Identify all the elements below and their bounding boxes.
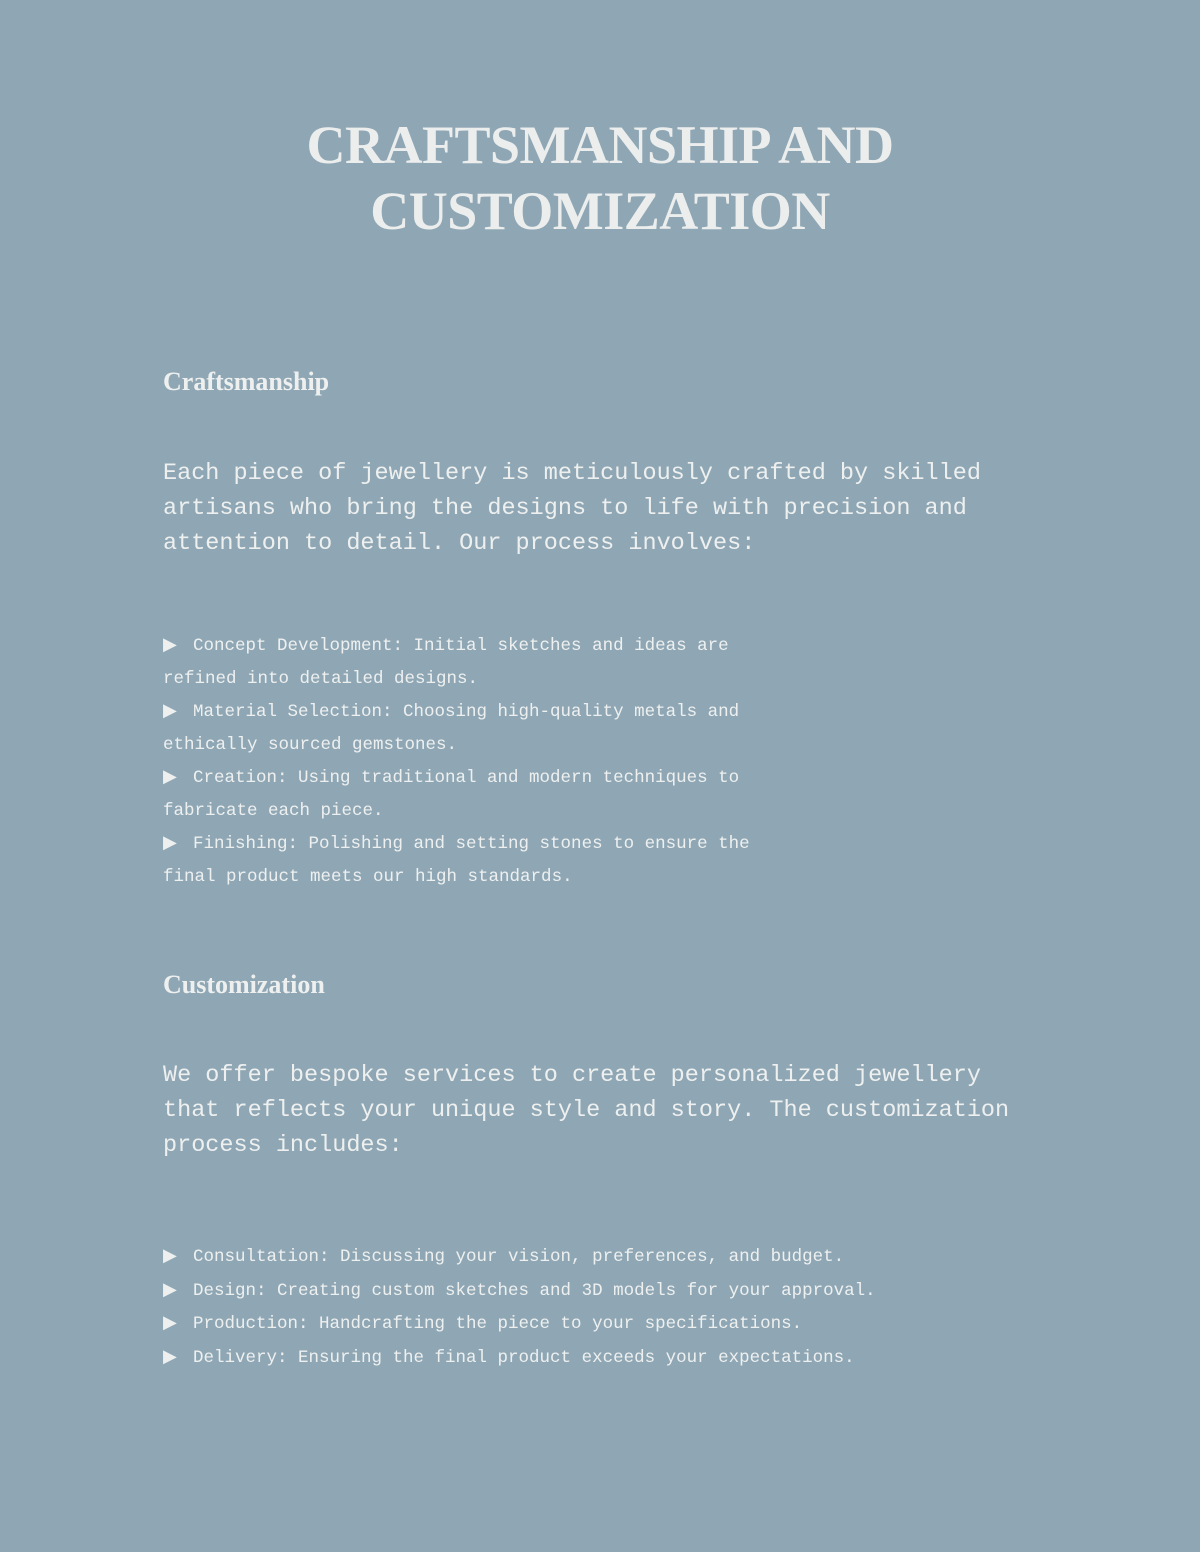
list-item <box>163 1307 1023 1341</box>
page-title: CRAFTSMANSHIP AND CUSTOMIZATION <box>306 115 894 241</box>
arrow-bullet-icon: ▶ <box>163 766 177 787</box>
arrow-bullet-icon: ▶ <box>163 1345 177 1367</box>
list-item-text: Delivery: Ensuring the final product exceeds your expectations. <box>193 1347 855 1368</box>
craftsmanship-heading: Craftsmanship <box>163 367 330 396</box>
craftsmanship-intro: Each piece of jewellery is meticulously crafted by skilled artisans who bring the designs to life with precision and attention to detail. Our process involves: <box>163 460 981 557</box>
craftsmanship-process-list <box>163 629 763 893</box>
list-item-text: Concept Development: Initial sketches and ideas are refined into detailed designs. <box>163 636 729 689</box>
list-item <box>163 761 763 827</box>
customization-heading: Customization <box>163 970 325 999</box>
list-item-text: Creation: Using traditional and modern techniques to fabricate each piece. <box>163 768 740 821</box>
list-item-text: Finishing: Polishing and setting stones to ensure the final product meets our high standards. <box>163 834 750 887</box>
list-item <box>163 695 763 761</box>
arrow-bullet-icon: ▶ <box>163 1278 177 1300</box>
list-item-text: Production: Handcrafting the piece to your specifications. <box>193 1314 803 1334</box>
customization-process-list <box>163 1240 1023 1374</box>
arrow-bullet-icon: ▶ <box>163 700 177 721</box>
arrow-bullet-icon: ▶ <box>163 1245 177 1266</box>
list-item-text: Design: Creating custom sketches and 3D models for your approval. <box>193 1280 876 1301</box>
arrow-bullet-icon: ▶ <box>163 1312 177 1333</box>
list-item <box>163 1274 1023 1308</box>
list-item-text: Material Selection: Choosing high-quality metals and ethically sourced gemstones. <box>163 702 740 755</box>
list-item <box>163 1240 1023 1274</box>
list-item <box>163 1341 1023 1375</box>
arrow-bullet-icon: ▶ <box>163 634 177 655</box>
list-item <box>163 629 763 695</box>
customization-intro: We offer bespoke services to create personalized jewellery that reflects your unique style and story. The customization process includes: <box>163 1062 1010 1159</box>
list-item-text: Consultation: Discussing your vision, preferences, and budget. <box>193 1247 845 1267</box>
list-item <box>163 827 763 893</box>
arrow-bullet-icon: ▶ <box>163 832 177 853</box>
